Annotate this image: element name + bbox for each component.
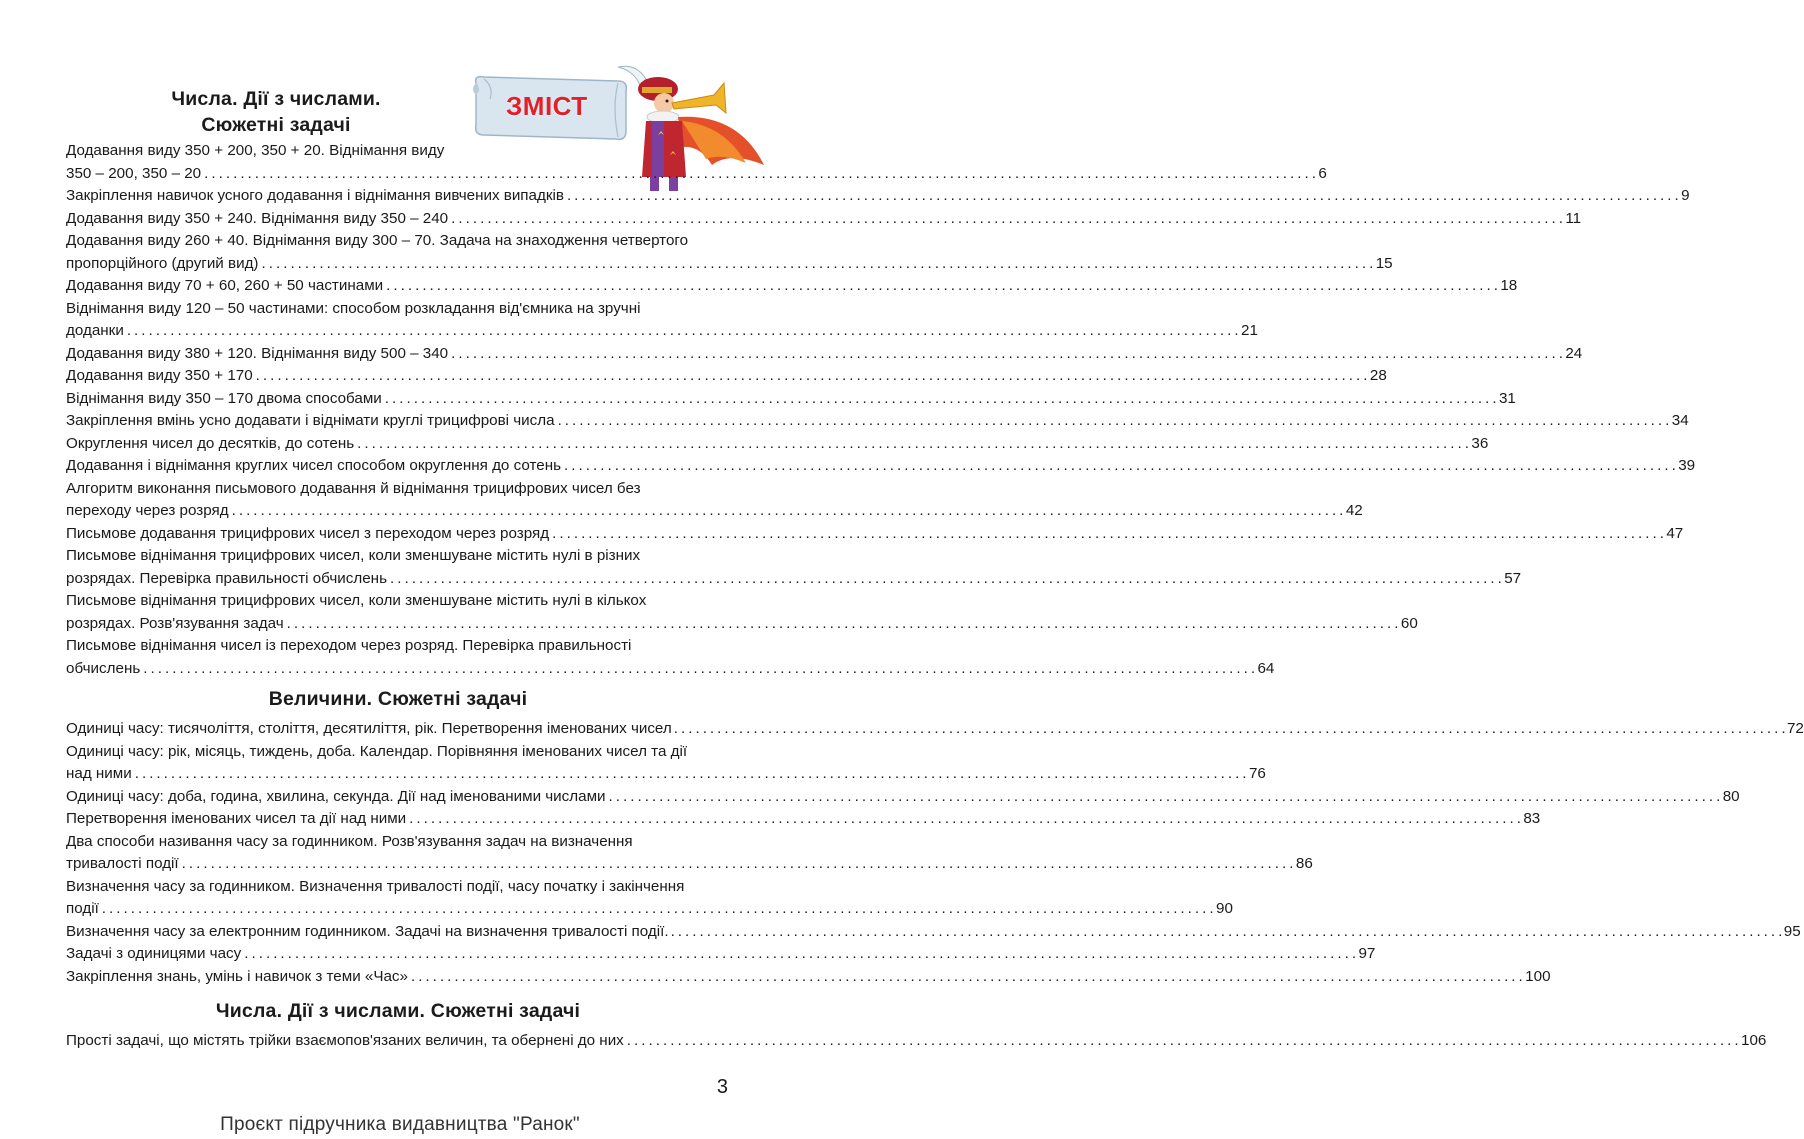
section-3-title: Числа. Дії з числами. Сюжетні задачі [215,1000,581,1022]
toc-entry-text-line1: Додавання виду 350 + 200, 350 + 20. Віднімання виду [66,142,445,159]
toc-page-number: 97 [1358,945,1376,962]
toc-page-number: 11 [1565,209,1582,227]
leader-dots [451,343,1562,366]
leader-dots [385,388,1496,411]
toc-entry[interactable] [66,140,1327,185]
toc-entry-text: переходу через розряд [66,502,229,519]
toc-page-number: 83 [1523,810,1541,827]
toc-page-number: 6 [1318,164,1327,182]
section-2-title: Величини. Сюжетні задачі [268,688,528,710]
toc-entry-text-line1: Алгоритм виконання письмового додавання й віднімання трицифрових чисел без [66,479,641,497]
leader-dots [558,410,1669,433]
toc-entry[interactable] [66,1030,1767,1053]
toc-page-number: 28 [1369,367,1387,384]
toc-entry[interactable] [66,966,1551,989]
leader-dots [386,275,1497,298]
toc-entry[interactable] [66,786,1740,809]
leader-dots [244,943,1355,966]
toc-page-number: 76 [1248,765,1266,782]
toc-entry[interactable] [66,365,1387,388]
toc-page-number: 15 [1375,254,1393,272]
toc-entry[interactable] [66,545,1522,590]
toc-page-number: 80 [1722,787,1740,805]
leader-dots [564,455,1675,478]
toc-entry[interactable] [66,741,1266,786]
leader-dots [627,1030,1738,1053]
toc-entry-text-line1: Додавання виду 260 + 40. Віднімання виду 300 – 70. Задача на знаходження четвертого [66,232,689,249]
toc-entry-text: Закріплення навичок усного додавання і віднімання вивчених випадків [66,187,564,204]
toc-page-number: 72 [1786,720,1804,737]
toc-entry[interactable] [66,343,1583,366]
toc-entry-text: 350 – 200, 350 – 20 [66,164,202,182]
leader-dots [390,568,1501,591]
toc-entry-text: Округлення чисел до десятків, до сотень [66,434,355,452]
leader-dots [411,966,1522,989]
toc-entry-text: Додавання виду 350 + 240. Віднімання виду 350 – 240 [66,209,449,227]
leader-dots [256,365,1367,388]
toc-entry-text-line1: Письмове віднімання трицифрових чисел, коли зменшуване містить нулі в різних [66,547,641,564]
toc-entry[interactable] [66,478,1363,523]
toc-entry-text: над ними [66,765,132,782]
toc-entry-text: Письмове додавання трицифрових чисел з переходом через розряд [66,524,550,542]
leader-dots [451,208,1562,231]
toc-entry-text-line1: Одиниці часу: рік, місяць, тиждень, доба. Календар. Порівняння іменованих чисел та дії [66,742,688,760]
toc-entry-text: Прості задачі, що містять трійки взаємопов'язаних величин, та обернені до них [66,1032,624,1049]
leader-dots [287,613,1398,636]
toc-page-number: 90 [1216,900,1233,917]
section-1-title-line1: Числа. Дії з числами. [171,88,381,110]
toc-page-number: 34 [1671,412,1689,429]
toc-entry[interactable] [66,185,1690,208]
leader-dots [674,718,1785,741]
toc-entry-text: Додавання і віднімання круглих чисел способом округлення до сотень [66,457,562,474]
toc-entry-text: Перетворення іменованих чисел та дії над ними [66,810,407,827]
toc-page-number: 57 [1504,569,1522,587]
toc-entry-text: пропорційного (другий вид) [66,254,259,272]
toc-entry-text: Одиниці часу: доба, година, хвилина, секунда. Дії над іменованими числами [66,787,606,805]
toc-entry-text: Закріплення знань, умінь і навичок з теми «Час» [66,967,408,985]
toc-page-number: 47 [1666,524,1684,542]
toc-entry-text: обчислень [66,659,141,677]
toc-page-number: 42 [1345,502,1363,519]
toc-entry[interactable] [66,523,1684,546]
toc-page-number: 24 [1565,344,1583,362]
toc-entry[interactable] [66,410,1689,433]
toc-page-number: 36 [1471,434,1489,452]
toc-section-1 [66,140,1696,680]
toc-page-number: 100 [1525,967,1551,985]
toc-entry[interactable] [66,876,1233,921]
leader-dots [135,763,1246,786]
leader-dots [232,500,1343,523]
leader-dots [609,786,1720,809]
toc-entry-text: тривалості події [66,855,179,872]
toc-entry-text: події [66,900,99,917]
page-number: 3 [716,1076,728,1098]
toc-entry[interactable] [66,808,1541,831]
toc-page-number: 64 [1257,659,1275,677]
leader-dots [127,320,1238,343]
leader-dots [204,163,1315,186]
leader-dots [671,921,1782,944]
toc-entry-text: Додавання виду 380 + 120. Віднімання виду 500 – 340 [66,344,449,362]
toc-entry[interactable] [66,208,1582,231]
toc-entry-text: доданки [66,322,124,339]
toc-entry-text: Визначення часу за електронним годинником. Задачі на визначення тривалості події. [66,922,669,940]
leader-dots [567,185,1678,208]
toc-entry-text: Віднімання виду 350 – 170 двома способами [66,389,382,407]
toc-entry[interactable] [66,230,1393,275]
toc-entry[interactable] [66,433,1489,456]
toc-page-number: 18 [1500,277,1518,294]
footer-note: Проєкт підручника видавництва "Ранок" [220,1114,580,1135]
leader-dots [182,853,1293,876]
toc-entry-text: розрядах. Перевірка правильності обчислень [66,569,387,587]
toc-entry-text: Додавання виду 70 + 60, 260 + 50 частинами [66,277,384,294]
leader-dots [261,253,1372,276]
section-1-title-line2: Сюжетні задачі [201,114,351,136]
toc-entry-text: розрядах. Розв'язування задач [66,614,284,632]
toc-entry[interactable] [66,455,1696,478]
leader-dots [102,898,1213,921]
toc-section-3 [66,1030,1767,1053]
toc-entry[interactable] [66,718,1804,741]
toc-section-2 [66,718,1804,988]
toc-page-number: 9 [1681,187,1690,204]
toc-entry-text-line1: Визначення часу за годинником. Визначення тривалості події, часу початку і закінчення [66,877,685,895]
toc-page-number: 31 [1498,389,1516,407]
toc-entry[interactable] [66,921,1801,944]
toc-page-number: 39 [1678,457,1696,474]
toc-entry[interactable] [66,388,1516,411]
toc-entry-text-line1: Письмове віднімання чисел із переходом через розряд. Перевірка правильності [66,637,632,654]
toc-entry[interactable] [66,275,1518,298]
section-1-title [66,86,486,138]
contents-label: ЗМІСТ [506,91,588,121]
toc-entry-text: Закріплення вмінь усно додавати і віднімати круглі трицифрові числа [66,412,555,429]
leader-dots [357,433,1468,456]
toc-page-number: 21 [1241,322,1258,339]
toc-entry[interactable] [66,298,1258,343]
leader-dots [409,808,1520,831]
toc-page-number: 95 [1783,922,1801,940]
toc-entry[interactable] [66,635,1275,680]
toc-entry[interactable] [66,943,1376,966]
toc-entry[interactable] [66,590,1418,635]
toc-entry-text: Задачі з одиницями часу [66,945,242,962]
toc-entry[interactable] [66,831,1313,876]
leader-dots [143,658,1254,681]
toc-entry-text-line1: Два способи називання часу за годинником. Розв'язування задач на визначення [66,832,633,850]
toc-page-number: 60 [1400,614,1418,632]
toc-entry-text-line1: Віднімання виду 120 – 50 частинами: способом розкладання від'ємника на зручні [66,299,641,317]
toc-page-number: 106 [1741,1032,1767,1049]
toc-page-number: 86 [1295,855,1313,872]
toc-entry-text: Додавання виду 350 + 170 [66,367,253,384]
toc-entry-text: Одиниці часу: тисячоліття, століття, десятиліття, рік. Перетворення іменованих чисел [66,720,672,737]
leader-dots [552,523,1663,546]
toc-entry-text-line1: Письмове віднімання трицифрових чисел, коли зменшуване містить нулі в кількох [66,592,647,609]
